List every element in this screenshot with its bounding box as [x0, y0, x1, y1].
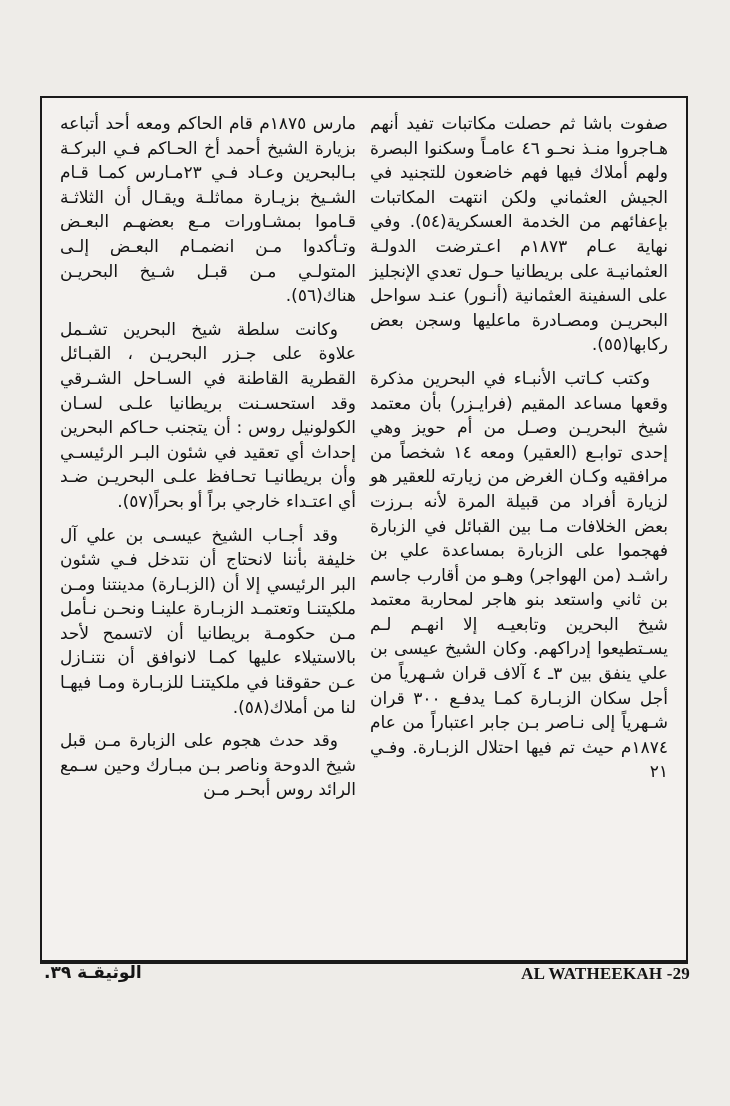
- text-frame: [40, 96, 688, 962]
- footer-arabic-title: الوثيقـة ٣٩.: [44, 963, 142, 983]
- footer-english-title: AL WATHEEKAH -29: [521, 964, 690, 983]
- paragraph: وقد حدث هجوم على الزبارة مـن قبل شيخ الدوحة وناصر بـن مبـارك وحين سـمع الرائد روس أبحـر مـن: [60, 731, 356, 801]
- paragraph: وكتب كـاتب الأنبـاء في البحرين مذكرة وقعها مساعد المقيم (فرايـزر) بأن معتمد شيخ البحريـن وصـل من أم حويز وهي إحدى توابـع (العقير) ومعه ١٤ شخصاً من مرافقيه وكـان الغرض من زيارته للعقير هو لزيارة أفراد من قبيلة المرة لأنه بـرزت بعض الخلافات مـا بين القبائل في الزبارة فهجموا على الزبارة بمساعدة علي بن راشـد (من الهواجر) وهـو من أقارب جاسم بن ثاني واستعد بنو هاجر لمحاربة معتمد شيخ البحرين وتابعيـه إلا انهـم لـم يسـتطيعوا إدراكهم. وكان الشيخ عيسى بن علي ينفق بين ٣ـ ٤ آلاف قران شـهرياً من أجل سكان الزبـارة كمـا يدفـع ٣٠٠ قران شـهرياً إلى نـاصر بـن جابر اعتباراً من عام ١٨٧٤م حيث تم فيها احتلال الزبـارة. وفـي ٢١: [370, 368, 668, 783]
- right-text-column: [370, 112, 668, 950]
- paragraph: صفوت باشا ثم حصلت مكاتبات تفيد أنهم هـاجروا منـذ نحـو ٤٦ عامـاً وسكنوا البصرة ولهم أملاك فيها فهم خاضعون للتجنيد في الجيش العثماني ولكن انتهت المكاتبات بإعفائهم من الخدمة العسكرية(٥٤). وفي نهاية عـام ١٨٧٣م اعـترضت الدولـة العثمانيـة على بريطانيا حـول تعدي الإنجليز على السفينة العثمانية (أنـور) عنـد سواحل البحريـن ومصـادرة ماعليها وسجن بعض ركابها(٥٥).: [370, 114, 668, 356]
- paragraph: مارس ١٨٧٥م قام الحاكم ومعه أحد أتباعه بزيارة الشيخ أحمد أخ الحـاكم فـي البركـة بـالبحرين وعـاد فـي ٢٣مـارس كمـا قـام الشـيخ بزيـارة مماثلـة ويقـال أن الثلاثـة قـاموا بمشـاورات مـع بعضهـم البعـض وتـأكدوا مـن انضمـام البعـض إلـى المتولـي مـن قبـل شـيخ البحريـن هناك(٥٦).: [60, 114, 356, 307]
- left-text-column: [60, 112, 356, 950]
- paragraph: وكانت سلطة شيخ البحرين تشـمل علاوة على جـزر البحريـن ، القبـائل القطرية القاطنة في السـاحل الشـرقي وقد استحسـنت بريطانيا علـى لسـان الكولونيل روس : أن يتجنب حـاكم البحرين إحداث أي تعقيد في شئون البـر الرئيسـي وأن بريطانيـا تحـافظ علـى البحريـن ضـد أي اعتـداء خارجي براً أو بحراً(٥٧).: [60, 319, 356, 512]
- paragraph: وقد أجـاب الشيخ عيسـى بن علي آل خليفة بأننا لانحتاج أن نتدخل فـي شئون البر الرئيسي إلا أن (الزبـارة) مدينتنا ومـن ملكيتنـا وتعتمـد الزبـارة علينـا ونحـن نـأمل مـن حكومـة بريطانيا أن لاتسمح لأحد بالاستيلاء عليها كمـا لانوافق أن نتنـازل عـن حقوقنا في ملكيتنـا للزبـارة ومـا فيهـا لنا من أملاك(٥٨).: [60, 525, 356, 718]
